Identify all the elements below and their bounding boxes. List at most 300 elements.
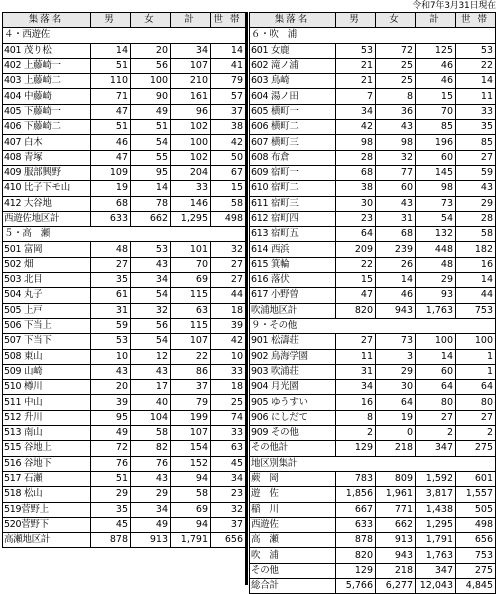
table-row xyxy=(250,395,496,410)
settlement-name-cell: 607 横町三 xyxy=(250,135,336,150)
total-count-cell: 29 xyxy=(416,273,456,288)
male-count-cell: 28 xyxy=(336,150,376,165)
total-count-cell: 152 xyxy=(171,456,211,471)
settlement-name-cell: 吹浦地区計 xyxy=(250,303,336,318)
female-count-cell: 68 xyxy=(376,227,416,242)
settlement-name-cell: 513 南山 xyxy=(3,426,91,441)
total-count-cell: 63 xyxy=(171,303,211,318)
female-count-cell: 100 xyxy=(131,74,171,89)
total-count-cell: 107 xyxy=(171,58,211,73)
male-count-cell: 21 xyxy=(336,58,376,73)
male-count-cell: 820 xyxy=(336,548,376,563)
settlement-name-cell: 511 中山 xyxy=(3,395,91,410)
male-count-cell: 20 xyxy=(91,380,131,395)
total-count-cell: 93 xyxy=(416,288,456,303)
total-count-cell: 86 xyxy=(171,364,211,379)
household-count-cell: 34 xyxy=(211,471,246,486)
table-row xyxy=(250,58,496,73)
settlement-name-cell: 901 松濤荘 xyxy=(250,334,336,349)
household-count-cell: 22 xyxy=(456,58,496,73)
table-row xyxy=(250,334,496,349)
female-count-cell: 49 xyxy=(131,104,171,119)
female-count-cell: 913 xyxy=(376,533,416,548)
table-row xyxy=(3,441,246,456)
total-count-cell: 70 xyxy=(416,104,456,119)
settlement-name-cell: 503 北目 xyxy=(3,273,91,288)
settlement-name-cell: 518 松山 xyxy=(3,487,91,502)
table-row xyxy=(250,89,496,104)
male-count-cell: 39 xyxy=(91,395,131,410)
male-count-cell: 59 xyxy=(91,318,131,333)
settlement-name-cell: その他 xyxy=(250,563,336,578)
settlement-name-cell: 612 宿町四 xyxy=(250,211,336,226)
settlement-name-cell: 610 宿町二 xyxy=(250,181,336,196)
section-header-row xyxy=(250,456,496,471)
settlement-name-cell: 519菅野上 xyxy=(3,502,91,517)
table-row xyxy=(3,74,246,89)
total-count-cell: 27 xyxy=(416,410,456,425)
household-count-cell: 601 xyxy=(456,471,496,486)
female-count-cell: 43 xyxy=(376,120,416,135)
settlement-name-cell: 614 西浜 xyxy=(250,242,336,257)
female-count-cell: 51 xyxy=(131,120,171,135)
col-header-total: 計 xyxy=(416,13,456,28)
total-count-cell: 125 xyxy=(416,43,456,58)
male-count-cell: 22 xyxy=(336,257,376,272)
female-count-cell: 14 xyxy=(131,181,171,196)
male-count-cell: 68 xyxy=(336,165,376,180)
male-count-cell: 30 xyxy=(336,196,376,211)
household-count-cell: 63 xyxy=(211,441,246,456)
settlement-name-cell: 605 横町一 xyxy=(250,104,336,119)
total-count-cell: 3,817 xyxy=(416,487,456,502)
settlement-name-cell: 409 服部興野 xyxy=(3,165,91,180)
settlement-name-cell: 403 上藤崎二 xyxy=(3,74,91,89)
table-row xyxy=(3,120,246,135)
table-row xyxy=(3,273,246,288)
table-row xyxy=(250,242,496,257)
table-row xyxy=(250,563,496,578)
household-count-cell: 57 xyxy=(211,89,246,104)
male-count-cell: 633 xyxy=(91,211,131,226)
household-count-cell: 29 xyxy=(456,196,496,211)
table-row xyxy=(3,471,246,486)
settlement-name-cell: 512 升川 xyxy=(3,410,91,425)
household-count-cell: 33 xyxy=(211,364,246,379)
household-count-cell: 498 xyxy=(211,211,246,226)
table-row xyxy=(250,150,496,165)
household-count-cell: 1 xyxy=(456,349,496,364)
col-header-female: 女 xyxy=(131,13,171,28)
col-header-settlement: 集落名 xyxy=(3,13,91,28)
settlement-name-cell: 501 富岡 xyxy=(3,242,91,257)
table-row xyxy=(250,471,496,486)
male-count-cell: 109 xyxy=(91,165,131,180)
household-count-cell: 16 xyxy=(456,257,496,272)
household-count-cell: 2 xyxy=(456,426,496,441)
household-count-cell: 53 xyxy=(456,43,496,58)
female-count-cell: 32 xyxy=(131,303,171,318)
female-count-cell: 662 xyxy=(131,211,171,226)
female-count-cell: 43 xyxy=(376,196,416,211)
male-count-cell: 129 xyxy=(336,563,376,578)
settlement-name-cell: 602 滝ノ浦 xyxy=(250,58,336,73)
male-count-cell: 878 xyxy=(91,533,131,548)
table-row xyxy=(250,211,496,226)
total-count-cell: 1,763 xyxy=(416,303,456,318)
table-row xyxy=(3,135,246,150)
settlement-name-cell: 402 上藤崎一 xyxy=(3,58,91,73)
household-count-cell: 85 xyxy=(456,135,496,150)
male-count-cell: 51 xyxy=(91,471,131,486)
household-count-cell: 58 xyxy=(211,196,246,211)
household-count-cell: 505 xyxy=(456,502,496,517)
settlement-name-cell: 613 宿町五 xyxy=(250,227,336,242)
female-count-cell: 98 xyxy=(376,135,416,150)
household-count-cell: 28 xyxy=(456,211,496,226)
col-header-settlement: 集落名 xyxy=(250,13,336,28)
table-row xyxy=(3,303,246,318)
center-divider xyxy=(245,12,248,585)
section-label: 地区別集計 xyxy=(250,456,496,471)
table-row xyxy=(250,349,496,364)
male-count-cell: 31 xyxy=(336,364,376,379)
female-count-cell: 43 xyxy=(131,257,171,272)
female-count-cell: 34 xyxy=(131,502,171,517)
settlement-name-cell: 515 谷地上 xyxy=(3,441,91,456)
total-count-cell: 96 xyxy=(171,104,211,119)
household-count-cell: 58 xyxy=(456,227,496,242)
table-row xyxy=(250,74,496,89)
col-header-male: 男 xyxy=(336,13,376,28)
table-row xyxy=(3,43,246,58)
subtotal-row xyxy=(250,303,496,318)
table-row xyxy=(250,548,496,563)
table-row xyxy=(250,364,496,379)
settlement-name-cell: 615 箕輪 xyxy=(250,257,336,272)
total-count-cell: 1,438 xyxy=(416,502,456,517)
household-count-cell: 33 xyxy=(456,104,496,119)
male-count-cell: 19 xyxy=(91,181,131,196)
female-count-cell: 239 xyxy=(376,242,416,257)
household-count-cell: 32 xyxy=(211,502,246,517)
section-label: ５・高 瀬 xyxy=(3,227,246,242)
table-row xyxy=(3,242,246,257)
female-count-cell: 43 xyxy=(131,471,171,486)
male-count-cell: 110 xyxy=(91,74,131,89)
male-count-cell: 14 xyxy=(91,43,131,58)
total-count-cell: 145 xyxy=(416,165,456,180)
household-count-cell: 1 xyxy=(456,364,496,379)
household-count-cell: 25 xyxy=(211,395,246,410)
total-count-cell: 60 xyxy=(416,364,456,379)
table-row xyxy=(250,135,496,150)
settlement-name-cell: 406 下藤崎二 xyxy=(3,120,91,135)
table-row xyxy=(3,349,246,364)
total-count-cell: 146 xyxy=(171,196,211,211)
female-count-cell: 31 xyxy=(376,211,416,226)
col-header-households: 世 帯 xyxy=(211,13,246,28)
table-row xyxy=(250,288,496,303)
settlement-name-cell: 508 東山 xyxy=(3,349,91,364)
settlement-name-cell: 吹 浦 xyxy=(250,548,336,563)
table-header xyxy=(3,13,246,28)
settlement-name-cell: 412 大谷地 xyxy=(3,196,91,211)
female-count-cell: 943 xyxy=(376,303,416,318)
total-count-cell: 132 xyxy=(416,227,456,242)
male-count-cell: 38 xyxy=(336,181,376,196)
table-row xyxy=(3,334,246,349)
male-count-cell: 16 xyxy=(336,395,376,410)
total-count-cell: 14 xyxy=(416,349,456,364)
male-count-cell: 11 xyxy=(336,349,376,364)
settlement-name-cell: 603 鳥崎 xyxy=(250,74,336,89)
total-count-cell: 34 xyxy=(171,43,211,58)
male-count-cell: 95 xyxy=(91,410,131,425)
total-count-cell: 1,592 xyxy=(416,471,456,486)
female-count-cell: 14 xyxy=(376,273,416,288)
total-count-cell: 48 xyxy=(416,257,456,272)
male-count-cell: 72 xyxy=(91,441,131,456)
male-count-cell: 2 xyxy=(336,426,376,441)
female-count-cell: 49 xyxy=(131,517,171,532)
male-count-cell: 27 xyxy=(91,257,131,272)
female-count-cell: 218 xyxy=(376,441,416,456)
household-count-cell: 41 xyxy=(211,58,246,73)
female-count-cell: 55 xyxy=(131,150,171,165)
total-count-cell: 101 xyxy=(171,242,211,257)
table-row xyxy=(3,502,246,517)
female-count-cell: 32 xyxy=(376,150,416,165)
male-count-cell: 53 xyxy=(336,43,376,58)
settlement-name-cell: 609 宿町一 xyxy=(250,165,336,180)
total-count-cell: 204 xyxy=(171,165,211,180)
male-count-cell: 98 xyxy=(336,135,376,150)
total-count-cell: 69 xyxy=(171,502,211,517)
settlement-name-cell: 516 谷地下 xyxy=(3,456,91,471)
female-count-cell: 26 xyxy=(376,257,416,272)
subtotal-row xyxy=(250,578,496,593)
household-count-cell: 50 xyxy=(211,150,246,165)
table-row xyxy=(3,104,246,119)
male-count-cell: 53 xyxy=(91,334,131,349)
subtotal-row xyxy=(250,441,496,456)
settlement-name-cell: 608 布倉 xyxy=(250,150,336,165)
female-count-cell: 29 xyxy=(376,364,416,379)
female-count-cell: 78 xyxy=(131,196,171,211)
female-count-cell: 53 xyxy=(131,242,171,257)
section-label: ６・吹 浦 xyxy=(250,28,496,43)
total-count-cell: 210 xyxy=(171,74,211,89)
table-row xyxy=(3,517,246,532)
settlement-name-cell: 蕨 岡 xyxy=(250,471,336,486)
household-count-cell: 14 xyxy=(211,43,246,58)
settlement-name-cell: 高 瀬 xyxy=(250,533,336,548)
female-count-cell: 943 xyxy=(376,548,416,563)
household-count-cell: 74 xyxy=(211,410,246,425)
settlement-name-cell: 西遊佐地区計 xyxy=(3,211,91,226)
settlement-name-cell: その他計 xyxy=(250,441,336,456)
female-count-cell: 6,277 xyxy=(376,578,416,593)
total-count-cell: 1,763 xyxy=(416,548,456,563)
male-count-cell: 633 xyxy=(336,517,376,532)
total-count-cell: 347 xyxy=(416,441,456,456)
female-count-cell: 76 xyxy=(131,456,171,471)
table-row xyxy=(3,410,246,425)
female-count-cell: 36 xyxy=(376,104,416,119)
section-header-row xyxy=(250,28,496,43)
female-count-cell: 3 xyxy=(376,349,416,364)
table-row xyxy=(250,120,496,135)
household-count-cell: 33 xyxy=(211,426,246,441)
household-count-cell: 79 xyxy=(211,74,246,89)
settlement-name-cell: 404 中藤崎 xyxy=(3,89,91,104)
household-count-cell: 753 xyxy=(456,303,496,318)
settlement-name-cell: 504 丸子 xyxy=(3,288,91,303)
female-count-cell: 17 xyxy=(131,380,171,395)
settlement-name-cell: 903 吹浦荘 xyxy=(250,364,336,379)
section-label: ９・その他 xyxy=(250,318,496,333)
total-count-cell: 199 xyxy=(171,410,211,425)
settlement-name-cell: 410 比子下モ山 xyxy=(3,181,91,196)
table-row xyxy=(250,502,496,517)
female-count-cell: 60 xyxy=(376,181,416,196)
total-count-cell: 107 xyxy=(171,426,211,441)
female-count-cell: 12 xyxy=(131,349,171,364)
male-count-cell: 42 xyxy=(336,120,376,135)
settlement-name-cell: 520菅野下 xyxy=(3,517,91,532)
male-count-cell: 209 xyxy=(336,242,376,257)
household-count-cell: 37 xyxy=(211,104,246,119)
section-label: ４・西遊佐 xyxy=(3,28,246,43)
table-row xyxy=(250,165,496,180)
household-count-cell: 59 xyxy=(456,165,496,180)
table-row xyxy=(250,181,496,196)
female-count-cell: 104 xyxy=(131,410,171,425)
settlement-name-cell: 407 白木 xyxy=(3,135,91,150)
female-count-cell: 30 xyxy=(376,380,416,395)
total-count-cell: 80 xyxy=(416,395,456,410)
female-count-cell: 913 xyxy=(131,533,171,548)
household-count-cell: 37 xyxy=(211,517,246,532)
male-count-cell: 21 xyxy=(336,74,376,89)
section-header-row xyxy=(3,28,246,43)
female-count-cell: 218 xyxy=(376,563,416,578)
settlement-name-cell: 611 宿町三 xyxy=(250,196,336,211)
table-row xyxy=(250,273,496,288)
household-count-cell: 498 xyxy=(456,517,496,532)
female-count-cell: 20 xyxy=(131,43,171,58)
household-count-cell: 27 xyxy=(211,273,246,288)
female-count-cell: 46 xyxy=(376,288,416,303)
male-count-cell: 1,856 xyxy=(336,487,376,502)
table-header xyxy=(250,13,496,28)
total-count-cell: 94 xyxy=(171,517,211,532)
total-count-cell: 69 xyxy=(171,273,211,288)
table-row xyxy=(3,426,246,441)
settlement-name-cell: 517 石瀬 xyxy=(3,471,91,486)
settlement-name-cell: 604 湯ノ田 xyxy=(250,89,336,104)
household-count-cell: 27 xyxy=(211,257,246,272)
male-count-cell: 76 xyxy=(91,456,131,471)
household-count-cell: 18 xyxy=(211,380,246,395)
settlement-name-cell: 509 山崎 xyxy=(3,364,91,379)
table-row xyxy=(250,227,496,242)
male-count-cell: 23 xyxy=(336,211,376,226)
household-count-cell: 38 xyxy=(211,120,246,135)
settlement-name-cell: 遊 佐 xyxy=(250,487,336,502)
settlement-name-cell: 405 下藤崎一 xyxy=(3,104,91,119)
table-row xyxy=(250,410,496,425)
household-count-cell: 753 xyxy=(456,548,496,563)
settlement-name-cell: 稲 川 xyxy=(250,502,336,517)
total-count-cell: 98 xyxy=(416,181,456,196)
settlement-name-cell: 408 青塚 xyxy=(3,150,91,165)
household-count-cell: 32 xyxy=(211,242,246,257)
male-count-cell: 68 xyxy=(91,196,131,211)
male-count-cell: 45 xyxy=(91,517,131,532)
table-row xyxy=(3,196,246,211)
settlement-name-cell: 総合計 xyxy=(250,578,336,593)
total-count-cell: 1,295 xyxy=(171,211,211,226)
table-row xyxy=(3,58,246,73)
male-count-cell: 8 xyxy=(336,410,376,425)
total-count-cell: 79 xyxy=(171,395,211,410)
household-count-cell: 11 xyxy=(456,89,496,104)
household-count-cell: 43 xyxy=(456,181,496,196)
male-count-cell: 5,766 xyxy=(336,578,376,593)
total-count-cell: 1,791 xyxy=(416,533,456,548)
settlement-name-cell: 617 小野曽 xyxy=(250,288,336,303)
female-count-cell: 0 xyxy=(376,426,416,441)
table-row xyxy=(3,165,246,180)
female-count-cell: 25 xyxy=(376,74,416,89)
male-count-cell: 10 xyxy=(91,349,131,364)
settlement-name-cell: 401 茂り松 xyxy=(3,43,91,58)
table-row xyxy=(3,395,246,410)
female-count-cell: 95 xyxy=(131,165,171,180)
male-count-cell: 47 xyxy=(336,288,376,303)
table-row xyxy=(3,181,246,196)
male-count-cell: 34 xyxy=(336,380,376,395)
female-count-cell: 73 xyxy=(376,334,416,349)
household-count-cell: 64 xyxy=(456,380,496,395)
household-count-cell: 23 xyxy=(211,487,246,502)
female-count-cell: 1,961 xyxy=(376,487,416,502)
total-count-cell: 15 xyxy=(416,89,456,104)
female-count-cell: 58 xyxy=(131,426,171,441)
total-count-cell: 22 xyxy=(171,349,211,364)
total-count-cell: 115 xyxy=(171,288,211,303)
total-count-cell: 115 xyxy=(171,318,211,333)
household-count-cell: 182 xyxy=(456,242,496,257)
household-count-cell: 45 xyxy=(211,456,246,471)
total-count-cell: 107 xyxy=(171,334,211,349)
settlement-name-cell: 909 その他 xyxy=(250,426,336,441)
household-count-cell: 4,845 xyxy=(456,578,496,593)
female-count-cell: 43 xyxy=(131,364,171,379)
male-count-cell: 35 xyxy=(91,273,131,288)
table-row xyxy=(3,380,246,395)
female-count-cell: 77 xyxy=(376,165,416,180)
table-row xyxy=(250,533,496,548)
settlement-name-cell: 510 樽川 xyxy=(3,380,91,395)
female-count-cell: 40 xyxy=(131,395,171,410)
male-count-cell: 71 xyxy=(91,89,131,104)
household-count-cell: 14 xyxy=(456,74,496,89)
household-count-cell: 15 xyxy=(211,181,246,196)
total-count-cell: 64 xyxy=(416,380,456,395)
